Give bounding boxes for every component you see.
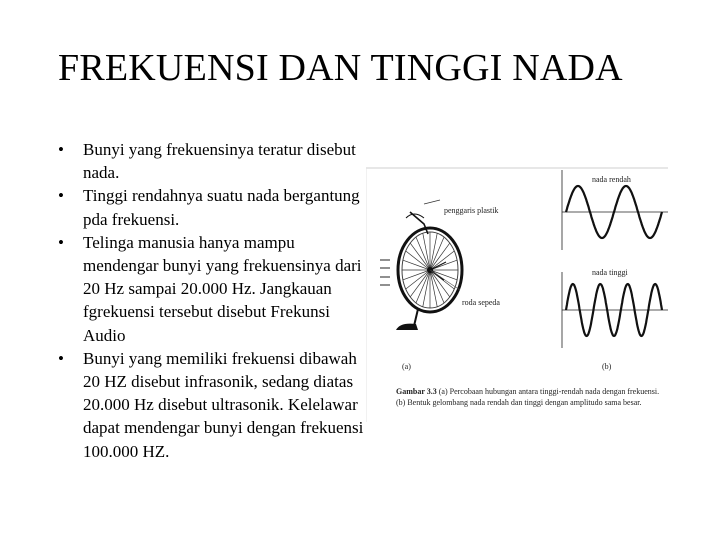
bullet-item xyxy=(58,184,368,230)
bullet-item xyxy=(58,138,368,184)
high-tone-label: nada tinggi xyxy=(592,268,628,277)
wheel-stand-icon xyxy=(396,309,418,330)
bullet-list xyxy=(58,138,368,463)
wheel-spoke xyxy=(430,233,437,270)
wheel-spoke xyxy=(423,270,430,307)
wheel-spoke xyxy=(430,270,437,307)
part-b-label: (b) xyxy=(602,362,612,371)
bullet-text: Tinggi rendahnya suatu nada bergantung pda frekuensi. xyxy=(83,186,360,229)
bullet-item xyxy=(58,347,368,463)
bullet-text: Telinga manusia hanya mampu mendengar bunyi yang frekuensinya dari 20 Hz sampai 20.000 Hz. Jangkauan fgrekuensi tersebut disebut Frekunsi Audio xyxy=(83,232,362,345)
part-a-label: (a) xyxy=(402,362,411,371)
high-tone-wave xyxy=(562,272,668,348)
bullet-marker: • xyxy=(58,186,64,206)
sound-lines xyxy=(380,260,390,285)
slide-title: FREKUENSI DAN TINGGI NADA xyxy=(58,47,623,89)
figure-caption xyxy=(396,386,668,408)
bullet-text: Bunyi yang memiliki frekuensi dibawah 20 HZ disebut infrasonik, sedang diatas 20.000 Hz disebut ultrasonik. Kelelawar dapat mendengar bunyi dengan frekuensi 100.000 HZ. xyxy=(83,348,364,461)
low-tone-label: nada rendah xyxy=(592,175,631,184)
wheel-spoke xyxy=(403,260,430,270)
wheel-spoke xyxy=(430,270,457,280)
wheel-spoke xyxy=(423,233,430,270)
caption-text: (a) Percobaan hubungan antara tinggi-rendah nada dengan frekuensi. (b) Bentuk gelombang nada rendah dan tinggi dengan amplitudo sama besar. xyxy=(396,387,660,407)
plastic-ruler-label: penggaris plastik xyxy=(444,206,499,215)
bullet-marker: • xyxy=(58,348,64,368)
bicycle-wheel-label: roda sepeda xyxy=(462,298,500,307)
wheel-spoke xyxy=(403,270,430,280)
bullet-marker: • xyxy=(58,232,64,252)
bullet-text: Bunyi yang frekuensinya teratur disebut nada. xyxy=(83,140,356,183)
bullet-marker: • xyxy=(58,140,64,159)
caption-label: Gambar 3.3 xyxy=(396,387,437,396)
wave-experiment-figure xyxy=(366,164,668,426)
bullet-item xyxy=(58,231,368,347)
